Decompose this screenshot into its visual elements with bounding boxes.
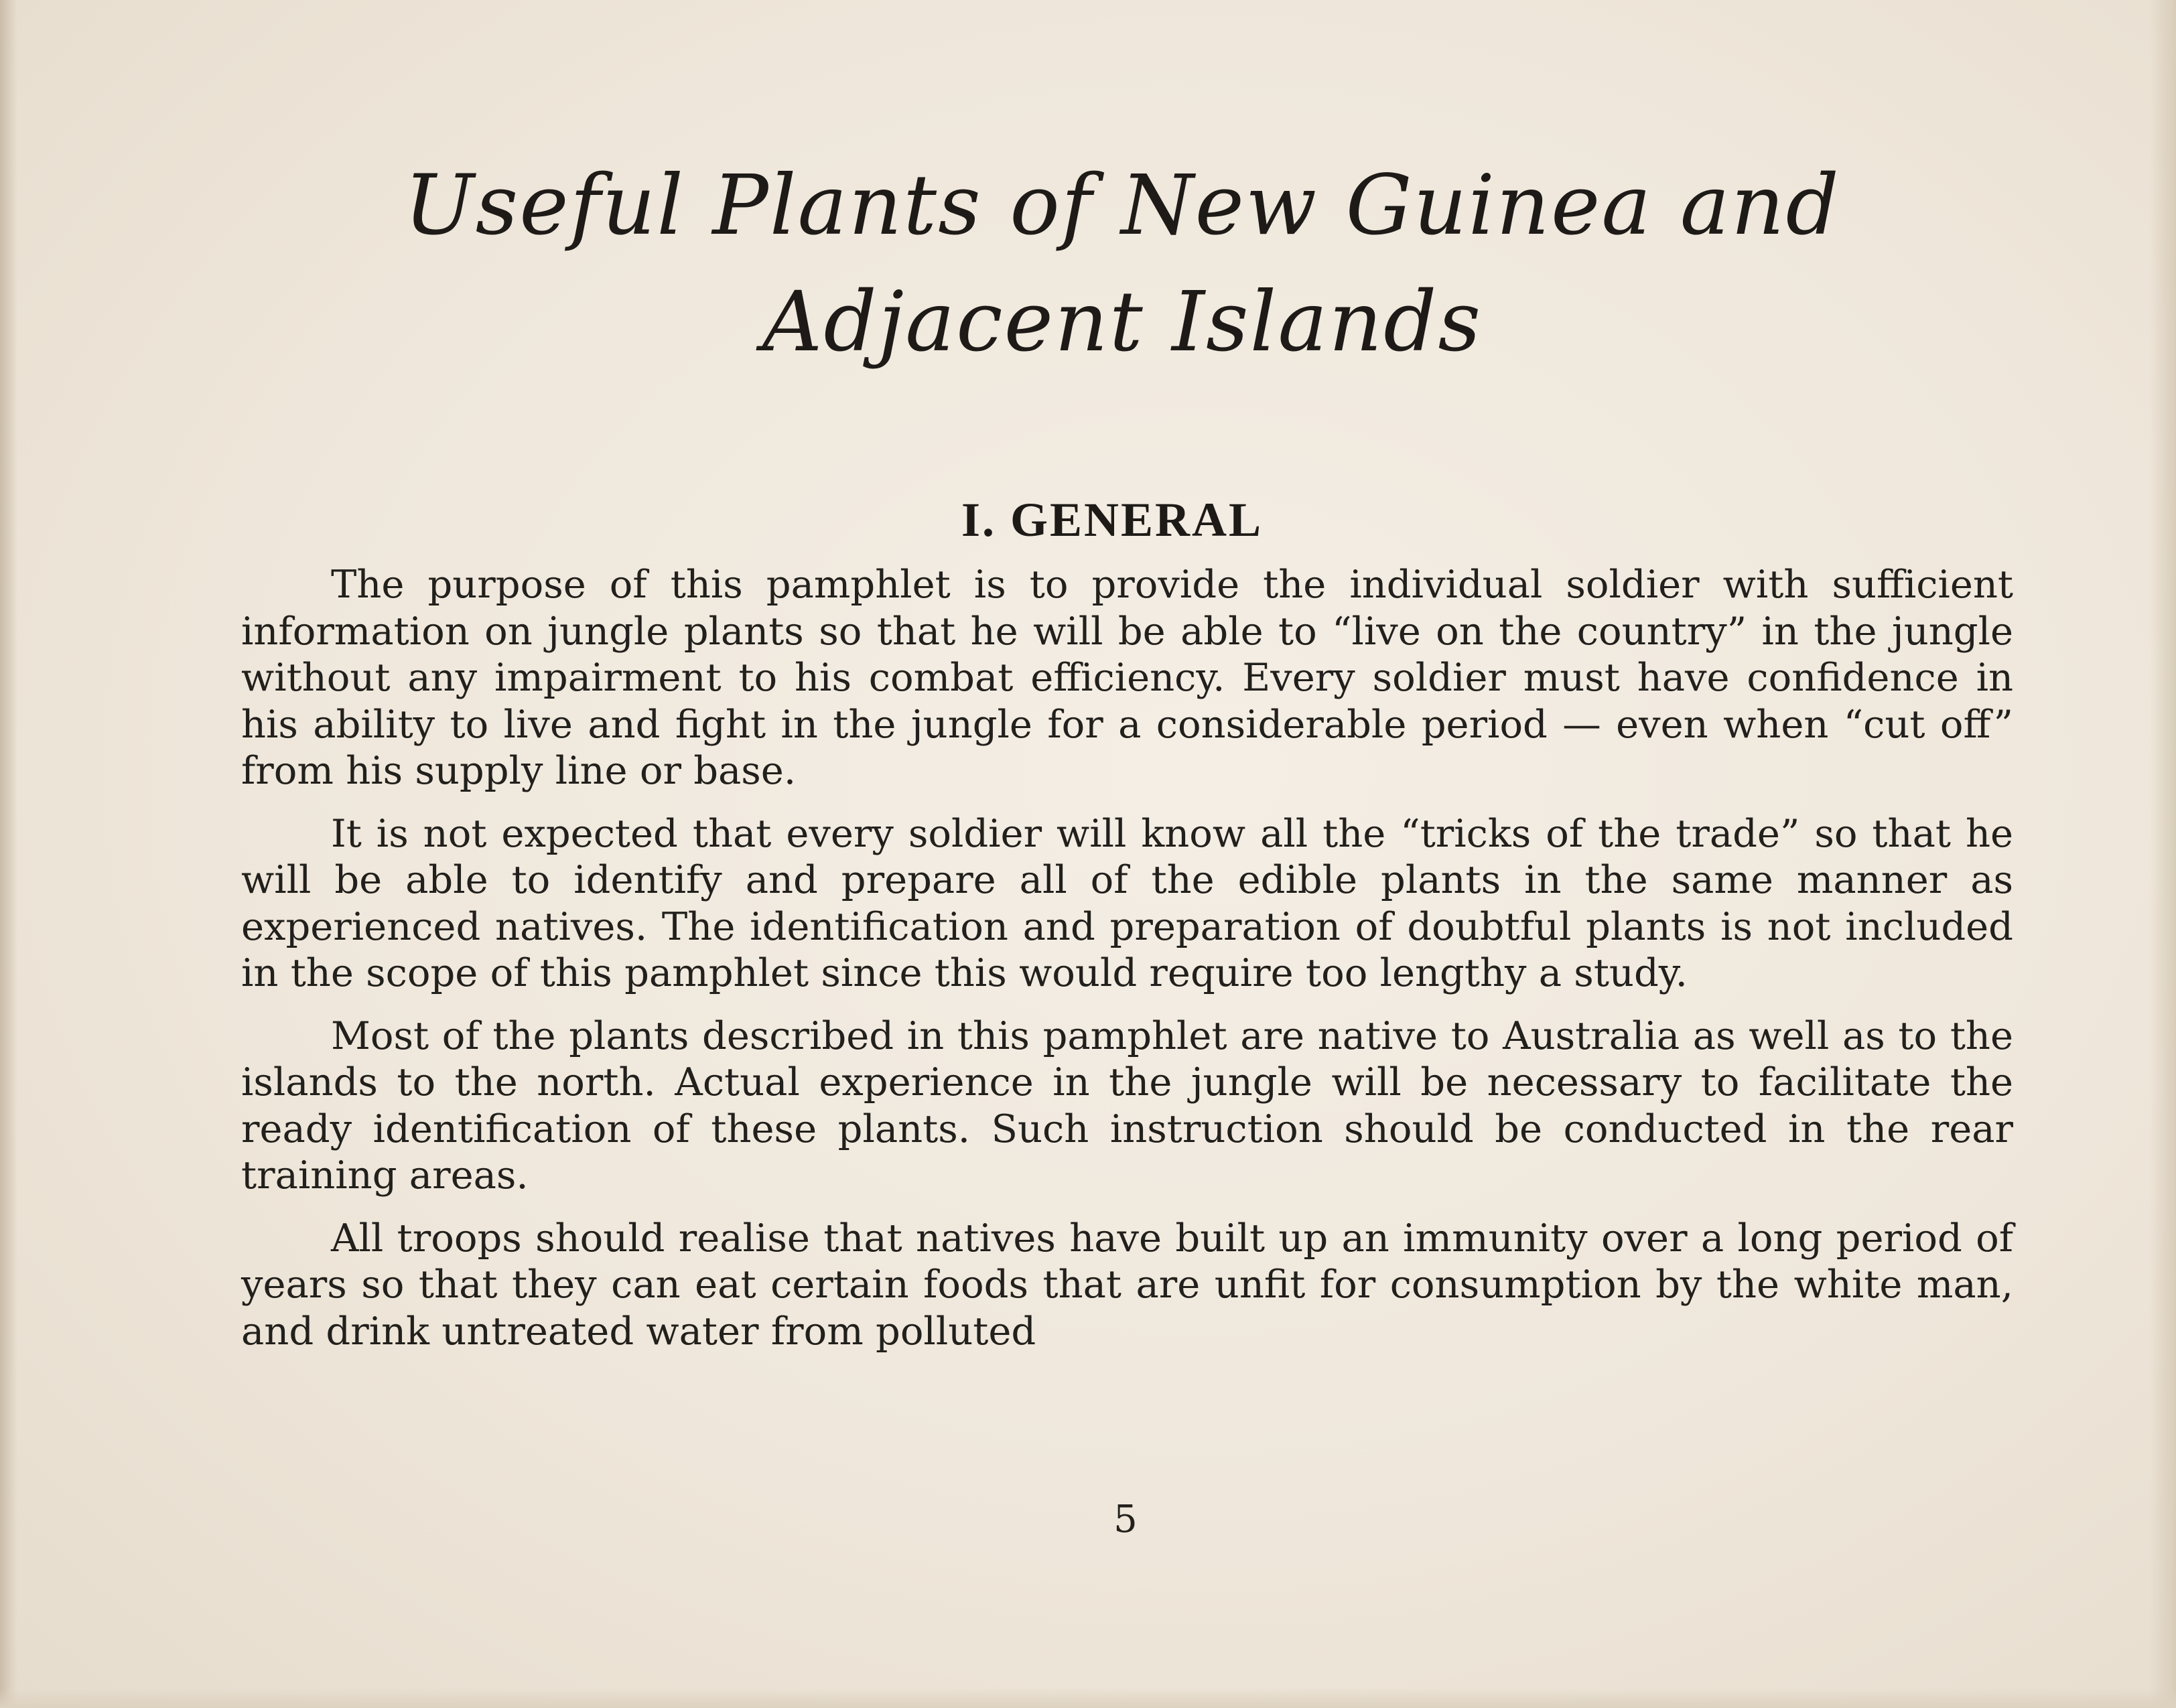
section-heading: I. GENERAL: [961, 493, 1264, 547]
page-binding-edge: [0, 0, 17, 1708]
page-right-edge: [2149, 0, 2176, 1708]
page-bottom-edge: [0, 1688, 2176, 1708]
paragraph-expectations: It is not expected that every soldier will know all the “tricks of the trade” so that he will be able to identify and prepare all of the edible plants in the same manner as experienced natives. The identification and preparation of doubtful plants is not included in the scope of this pamphlet since this would require too lengthy a study.: [241, 810, 2013, 995]
page-number: 5: [1113, 1498, 1138, 1541]
title-line-2: Adjacent Islands: [762, 274, 1483, 370]
page-title: [201, 147, 2043, 380]
paragraph-native-plants: Most of the plants described in this pamphlet are native to Australia as well as to the islands to the north. Actual experience in the jungle will be necessary to facilitate the ready identification of these plants. Such instruction should be conducted in the rear training areas.: [241, 1013, 2013, 1198]
body-text: [241, 561, 2013, 1370]
paragraph-purpose: The purpose of this pamphlet is to provide the individual soldier with sufficient information on jungle plants so that he will be able to “live on the country” in the jungle without any impairment to his combat efficiency. Every soldier must have confidence in his ability to live and fight in the jungle for a considerable period — even when “cut off” from his supply line or base.: [241, 562, 2013, 793]
paragraph-immunity: All troops should realise that natives have built up an immunity over a long period of years so that they can eat certain foods that are unfit for consumption by the white man, and drink untreated water from polluted: [241, 1215, 2013, 1354]
title-line-1: Useful Plants of New Guinea and: [404, 157, 1840, 254]
